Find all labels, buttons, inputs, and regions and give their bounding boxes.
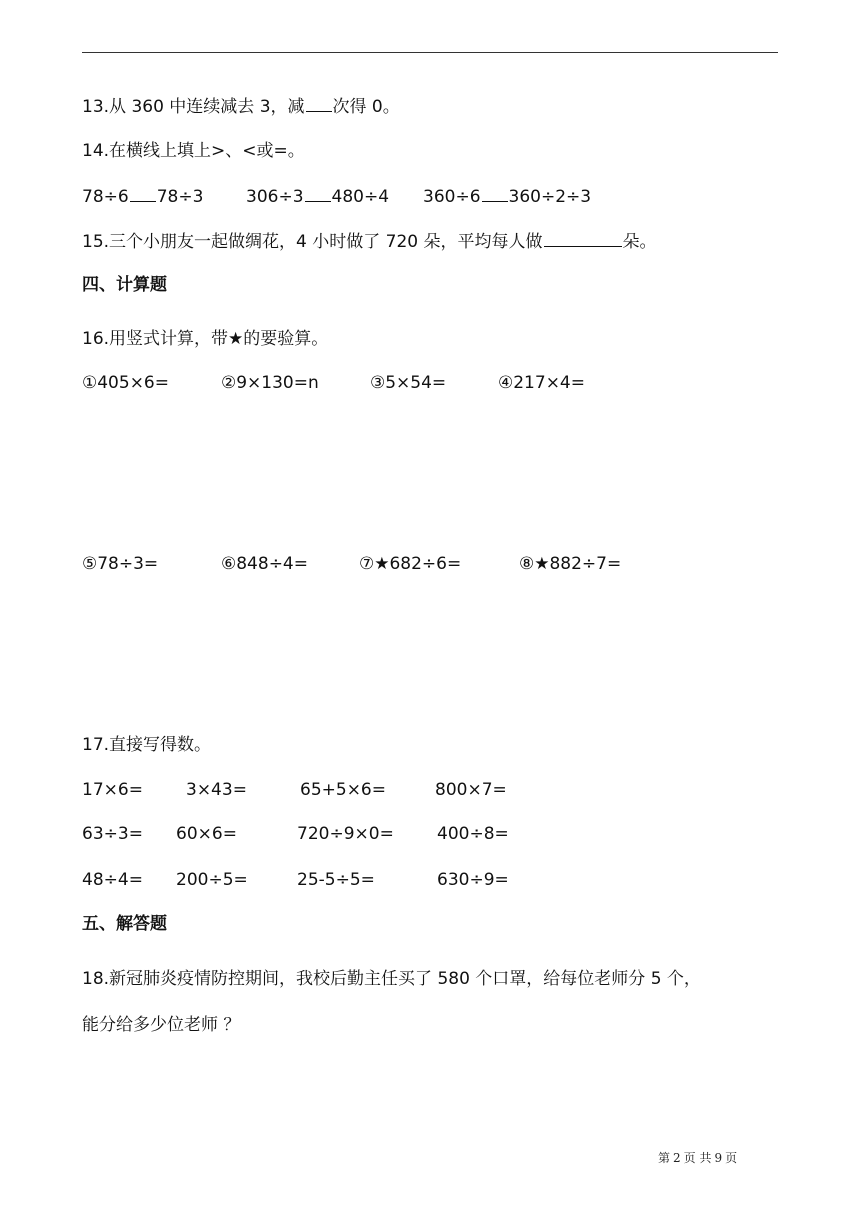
q17-r2-c3: 720÷9×0= xyxy=(297,824,394,844)
q14-item-3-left: 360÷6 xyxy=(423,187,481,207)
section-5-heading: 五、解答题 xyxy=(82,914,167,934)
footer-prefix: 第 xyxy=(658,1151,671,1165)
q15-text-after: 朵。 xyxy=(622,232,657,252)
q14-item-3 xyxy=(423,184,591,209)
question-17-prompt: 17.直接写得数。 xyxy=(82,735,212,755)
q17-r1-c4: 800×7= xyxy=(435,780,507,800)
q17-r3-c1: 48÷4= xyxy=(82,870,143,890)
q14-item-3-blank[interactable] xyxy=(482,184,508,202)
footer-page-number: 2 xyxy=(673,1151,681,1165)
q14-item-2-right: 480÷4 xyxy=(331,187,390,207)
question-14-prompt: 14.在横线上填上>、<或=。 xyxy=(82,141,305,161)
header-rule xyxy=(82,52,778,53)
q14-item-1 xyxy=(82,184,203,209)
q16-problem-1: ①405×6= xyxy=(82,373,169,393)
question-15 xyxy=(82,229,657,254)
q14-item-2-left: 306÷3 xyxy=(246,187,304,207)
section-4-heading: 四、计算题 xyxy=(82,275,167,295)
q13-text-before: 13.从 360 中连续减去 3，减 xyxy=(82,97,305,117)
q17-r1-c3: 65+5×6= xyxy=(300,780,386,800)
q17-r2-c1: 63÷3= xyxy=(82,824,143,844)
question-16-prompt: 16.用竖式计算，带★的要验算。 xyxy=(82,329,329,349)
q16-problem-5: ⑤78÷3= xyxy=(82,554,159,574)
q14-item-3-right: 360÷2÷3 xyxy=(508,187,592,207)
question-18-line-1: 18.新冠肺炎疫情防控期间，我校后勤主任买了 580 个口罩，给每位老师分 5 个， xyxy=(82,969,701,989)
q16-problem-6: ⑥848÷4= xyxy=(221,554,308,574)
q17-r3-c3: 25-5÷5= xyxy=(297,870,375,890)
q15-answer-blank[interactable] xyxy=(544,229,622,247)
q17-r3-c2: 200÷5= xyxy=(176,870,248,890)
footer-mid: 页 共 xyxy=(683,1151,712,1165)
q17-r2-c4: 400÷8= xyxy=(437,824,509,844)
q13-text-after: 次得 0。 xyxy=(332,97,400,117)
q16-problem-7: ⑦★682÷6= xyxy=(359,554,462,574)
q16-problem-4: ④217×4= xyxy=(498,373,585,393)
q14-item-2-blank[interactable] xyxy=(305,184,331,202)
q15-text-before: 15.三个小朋友一起做绸花，4 小时做了 720 朵，平均每人做 xyxy=(82,232,543,252)
footer-suffix: 页 xyxy=(725,1151,738,1165)
question-18-line-2: 能分给多少位老师 ？ xyxy=(82,1015,241,1035)
q16-problem-3: ③5×54= xyxy=(370,373,447,393)
q17-r1-c1: 17×6= xyxy=(82,780,143,800)
q16-problem-8: ⑧★882÷7= xyxy=(519,554,622,574)
q14-item-1-right: 78÷3 xyxy=(156,187,204,207)
footer-total-pages: 9 xyxy=(714,1151,723,1165)
question-13 xyxy=(82,94,400,119)
q17-r3-c4: 630÷9= xyxy=(437,870,509,890)
q14-item-1-left: 78÷6 xyxy=(82,187,129,207)
q16-problem-2: ②9×130=n xyxy=(221,373,319,393)
q13-answer-blank[interactable] xyxy=(306,94,332,112)
q14-item-2 xyxy=(246,184,389,209)
page-footer xyxy=(658,1150,740,1166)
q17-r2-c2: 60×6= xyxy=(176,824,237,844)
q14-item-1-blank[interactable] xyxy=(130,184,156,202)
q17-r1-c2: 3×43= xyxy=(186,780,247,800)
